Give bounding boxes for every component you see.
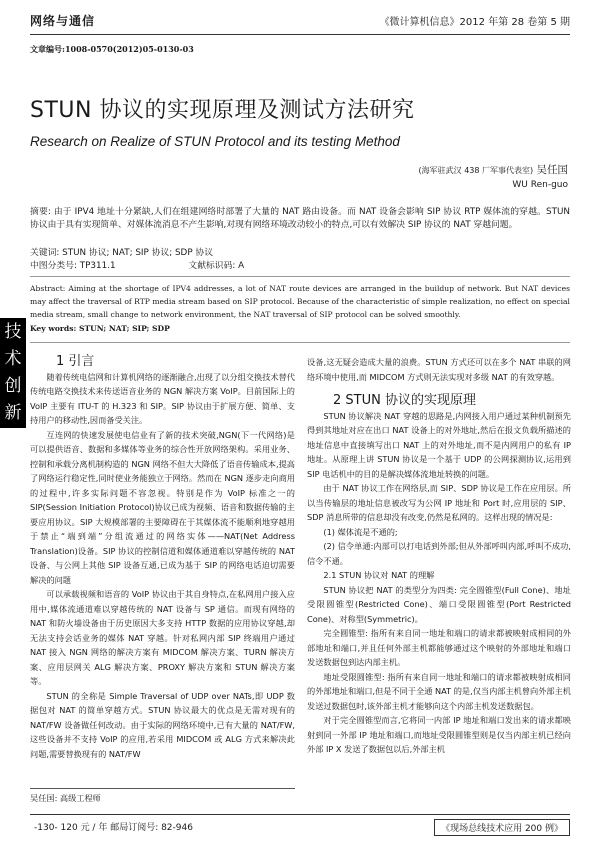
- english-title: Research on Realize of STUN Protocol and its testing Method: [30, 134, 400, 149]
- side-tag-char: 新: [4, 403, 22, 423]
- paragraph: 随着传统电信网和计算机网络的逐渐融合,出现了以分组交换技术替代传统电路交换技术来传送语音业务的 NGN 解决方案 VoIP。目前国际上的 VoIP 主要有 ITU-T 的 H.323 和 SIP。SIP 协议由于扩展方便、简单、支持用户的移动性,因而备受关注。: [30, 371, 295, 425]
- footer-ad-badge: 《现场总线技术应用 200 例》: [434, 819, 570, 836]
- divider: [30, 276, 570, 277]
- paragraph: 完全圆锥型: 指所有来自同一地址和端口的请求都被映射成相同的外部地址和端口,并且任何外部主机都能够通过这个映射的外部地址和端口发送数据包到达内部主机。: [307, 628, 571, 667]
- document-code: 文献标识码: A: [188, 261, 245, 271]
- paragraph: STUN 协议把 NAT 的类型分为四类: 完全圆锥型(Full Cone)、地址受限圆锥型(Restricted Cone)、端口受限圆锥型(Port Restricted Cone)、对称型(Symmetric)。: [307, 584, 571, 624]
- section-heading: 1 引言: [56, 354, 95, 369]
- classification-number: 中图分类号: TP311.1: [30, 261, 116, 271]
- paragraph: 可以承载视频和语音的 VoIP 协议由于其自身特点,在私网用户接入应用中,媒体流通道难以穿越传统的 NAT 设备与 SP 通信。而现有网络的 NAT 和防火墙设备由于历史原因大多支持 HTTP 数据的应用协议穿越,却无法支持会话业务的媒体 NAT 穿越。针对私网内部 SIP 终端用户通过 NAT 接入 NGN 网络的解决方案有 MIDCOM 解决方案、TURN 解决方案、应用层网关 ALG 解决方案、PROXY 解决方案和 STUN 解决方案等。: [30, 589, 295, 686]
- paragraph: STUN 的全称是 Simple Traversal of UDP over NATs,即 UDP 数据包对 NAT 的简单穿越方式。STUN 协议最大的优点是无需对现有的 NAT/FW 设备做任何改动。由于实际的网络环境中,已有大量的 NAT/FW,这些设备并不支持 VoIP 的应用,若采用 MIDCOM 或 ALG 方式来解决此问题,需要替换现有的 NAT/FW: [30, 690, 295, 759]
- abstract-zh: 摘要: 由于 IPV4 地址十分紧缺,人们在组建网络时部署了大量的 NAT 路由设备。而 NAT 设备会影响 SIP 协议 RTP 媒体流的穿越。STUN 协议由于具有实现简单、对媒体流消息不产生影响,对现有网络环境改动较小的特点,可以有效解决 SIP 协议的 NAT 穿越问题。: [30, 207, 570, 231]
- paragraph: 互连网的快速发展使电信业有了新的技术突破,NGN(下一代网络)是可以提供语音、数据和多媒体等业务的综合性开放网络架构。采用业务、控制和承载分离机制构造的 NGN 网络不但大大降低了语音传输成本,提高了网络运行稳定性,同时使业务能独立于网络。然而在 NGN 逐步走向商用的过程中,许多实际问题不容忽视。特别是作为 VoIP 标准之一的 SIP(Session Initiation Protocol)协议已成为视频、语音和数据传输的主要应用协议。SIP 大规模部署的主要障碍在于其媒体流不能顺利地穿越用于禁止“端到端”分组流通过的网络实体——NAT(Net Address Translation)设备。SIP 协议的控制信道和媒体通道难以穿越传统的 NAT 设备、与公网上其他 SIP 设备互通,已成为基于 SIP 的网络电话迫切需要解决的问题: [30, 429, 295, 585]
- page-title: STUN 协议的实现原理及测试方法研究: [30, 98, 415, 123]
- running-header: [30, 8, 570, 35]
- page-footer: [30, 814, 570, 849]
- side-tag-char: 创: [4, 376, 22, 396]
- section-heading: 2 STUN 协议的实现原理: [333, 393, 476, 408]
- right-column: [307, 355, 571, 757]
- author-name: 吴任国: [536, 164, 568, 176]
- author-name-en: WU Ren-guo: [512, 180, 568, 190]
- side-tag-char: 术: [4, 349, 22, 369]
- article-number: 文章编号:1008-0570(2012)05-0130-03: [30, 44, 194, 54]
- abstract-en: Abstract: Aiming at the shortage of IPV4 addresses, a lot of NAT route devices are arranged in the buildup of network. But NAT devices may affect the traversal of RTP media stream based on SIP protocol. Because of the characteristic of simple realization, no effect on special media stream, small change to network environment, the NAT traversal of SIP protocol can be solved smoothly.: [30, 284, 570, 319]
- keywords-zh: 关键词: STUN 协议; NAT; SIP 协议; SDP 协议: [30, 248, 214, 258]
- side-tag-char: 技: [4, 322, 22, 342]
- subsection-heading: 2.1 STUN 协议对 NAT 的理解: [323, 570, 435, 580]
- side-tag-technology-innovation: [0, 318, 26, 428]
- list-item: (1) 媒体流是不通的;: [323, 526, 398, 537]
- keywords-en: Key words: STUN; NAT; SIP; SDP: [30, 324, 170, 333]
- paragraph: 对于完全圆锥型而言,它将同一内部 IP 地址和端口发出来的请求都映射到同一外部 IP 地址和端口,而地址受限圆锥型则是仅当内部主机已经向外部 IP X 发送了数据包以后,外部主机: [307, 715, 571, 754]
- paragraph: 由于 NAT 协议工作在网络层,而 SIP、SDP 协议是工作在应用层。所以当传输层的地址信息被改写为公网 IP 地址和 Port 时,应用层的 SIP、SDP 消息所带的信息却没有改变,仍然是私网的。这样出现的情况是:: [307, 483, 571, 522]
- section-name: 网络与通信: [30, 14, 96, 28]
- page-number-subscription: -130- 120 元 / 年 邮局订阅号: 82-946: [34, 823, 193, 833]
- classification-line: [30, 258, 244, 271]
- list-item: (2) 信令单通:内部可以打电话到外部;但从外部呼叫内部,呼叫不成功,信令不通。: [307, 541, 571, 566]
- author-footnote: 吴任国: 高级工程师: [30, 788, 295, 804]
- paragraph: 设备,这无疑会造成大量的浪费。STUN 方式还可以在多个 NAT 串联的网络环境中使用,而 MIDCOM 方式则无法实现对多级 NAT 的有效穿越。: [307, 357, 571, 382]
- paragraph: 地址受限圆锥型: 指所有来自同一地址和端口的请求都被映射成相同的外部地址和端口,但是不同于全通 NAT 的是,仅当内部主机曾向外部主机发送过数据包时,该外部主机才能够向这个内部主机发送数据包。: [307, 671, 571, 711]
- author-affiliation: (海军驻武汉 438 厂军事代表室): [418, 166, 534, 175]
- paragraph: STUN 协议解决 NAT 穿越的思路是,内网接入用户通过某种机制预先得到其地址对应在出口 NAT 设备上的对外地址,然后在报文负载所描述的地址信息中直接填写出口 NAT 上的对外地址,而不是内网用户的私有 IP 地址。从原理上讲 STUN 协议是一个基于 UDP 的公网探测协议,运用到 SIP 电话机中的目的是解决媒体流地址转换的问题。: [307, 410, 571, 479]
- journal-citation: 《微计算机信息》2012 年第 28 卷第 5 期: [379, 17, 570, 28]
- divider: [30, 342, 570, 343]
- left-column: [30, 355, 295, 761]
- author-block: [419, 162, 568, 190]
